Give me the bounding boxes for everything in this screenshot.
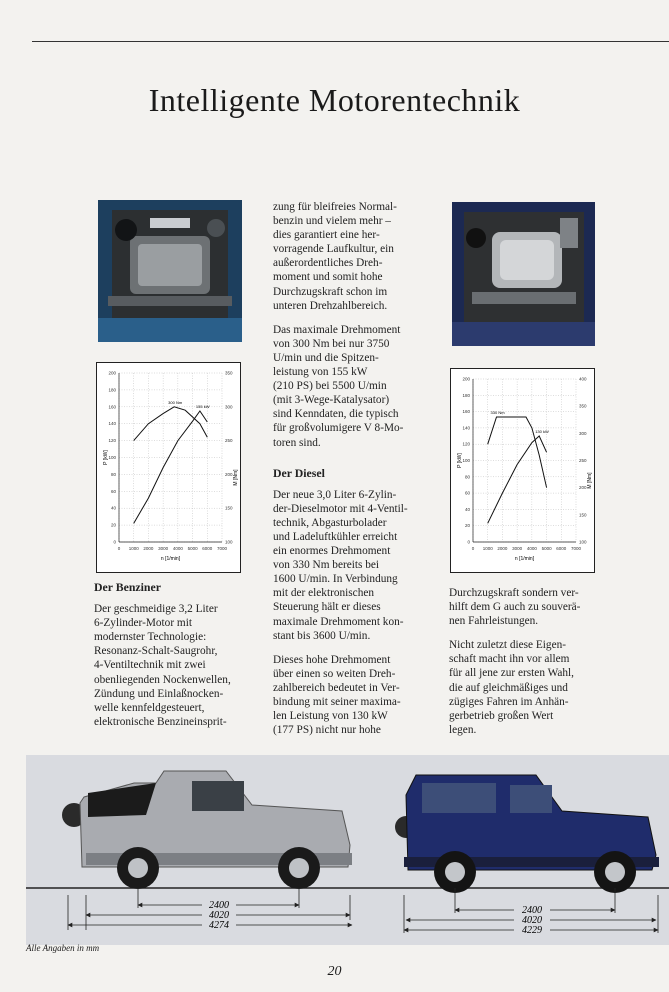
page-number: 20 [327, 964, 342, 979]
y-right-tick-label: 100 [225, 539, 233, 545]
y-left-tick-label: 100 [462, 458, 470, 463]
middle-paragraph-3: Der neue 3,0 Liter 6-Zylin- der-Dieselmotor mit 4-Ventil- technik, Abgasturbolader und Ladeluftkühler erreicht ein enormes Drehmoment von 330 Nm bereits bei 1600 U/min. In Verbindung mit der elektronischen Steuerung hält er dieses maximale Drehmoment kon- stant bis 3600 U/min. [273, 488, 408, 642]
y-left-tick-label: 160 [462, 409, 470, 415]
x-tick-label: 2000 [143, 546, 154, 551]
torque-peak-annotation: 330 Nm [490, 410, 505, 416]
left-body-length-label: 4020 [209, 910, 229, 921]
y-left-axis-label: P [kW] [457, 453, 463, 468]
y-left-tick-label: 60 [464, 490, 470, 496]
y-left-tick-label: 0 [113, 539, 116, 545]
y-right-tick-label: 350 [579, 403, 587, 409]
x-tick-label: 6000 [202, 546, 213, 551]
footnote: Alle Angaben in mm [26, 943, 100, 953]
y-left-tick-label: 140 [462, 425, 470, 431]
x-tick-label: 5000 [187, 546, 198, 551]
torque-peak-annotation: 300 Nm [168, 399, 183, 405]
chart-svg [97, 363, 240, 572]
x-tick-label: 6000 [556, 546, 567, 551]
x-tick-label: 5000 [541, 546, 552, 551]
y-right-axis-label: M [Nm] [233, 469, 239, 486]
y-right-tick-label: 200 [225, 471, 233, 477]
y-left-tick-label: 40 [464, 506, 470, 512]
middle-paragraph-4: Dieses hohe Drehmoment über einen so weiten Dreh- zahlbereich bedeutet in Ver- bindung mit seiner maxima- len Leistung von 130 kW (177 PS) nicht nur hohe [273, 653, 401, 737]
convertible-vehicle [62, 771, 352, 889]
y-left-tick-label: 120 [108, 438, 116, 444]
middle-column [273, 200, 443, 747]
y-right-tick-label: 300 [225, 404, 233, 410]
y-left-tick-label: 80 [464, 474, 470, 480]
middle-paragraph-2: Das maximale Drehmoment von 300 Nm bei nur 3750 U/min und die Spitzen- leistung von 155 kW (210 PS) bei 5500 U/min (mit 3-Wege-Katalysator) sind Kenndaten, die typisch für großvolumigere V 8-Mo- toren sind. [273, 323, 404, 449]
diesel-engine-photo [452, 202, 595, 346]
y-left-tick-label: 0 [467, 539, 470, 545]
vehicle-dimension-illustration [26, 755, 669, 945]
y-left-tick-label: 60 [110, 488, 116, 494]
power-peak-annotation: 130 kW [535, 429, 549, 435]
petrol-heading: Der Benziner [94, 580, 161, 594]
y-left-tick-label: 20 [110, 522, 116, 528]
y-left-tick-label: 100 [108, 455, 116, 460]
chart-svg [451, 369, 594, 572]
x-tick-label: 3000 [512, 546, 523, 551]
y-left-tick-label: 180 [108, 387, 116, 393]
y-right-tick-label: 250 [579, 458, 587, 463]
y-left-tick-label: 200 [108, 370, 116, 376]
petrol-text: Der geschmeidige 3,2 Liter 6-Zylinder-Motor mit modernster Technologie: Resonanz-Schalt-Saugrohr, 4-Ventiltechnik mit zwei obenliegenden Nockenwellen, Zündung und Einlaßnocken- welle kennfeldgesteuert, elektronische Benzineinsprit- [94, 603, 231, 728]
station-wagon-vehicle [395, 775, 659, 893]
right-column [449, 586, 619, 747]
diesel-performance-chart [450, 368, 595, 573]
x-axis-label: n [1/min] [514, 556, 535, 562]
right-body-length-label: 4020 [522, 915, 542, 926]
y-left-axis-label: P [kW] [103, 450, 109, 465]
x-tick-label: 7000 [570, 546, 582, 551]
x-tick-label: 2000 [497, 546, 508, 551]
right-paragraph-2: Nicht zuletzt diese Eigen- schaft macht ihn vor allem für all jene zur ersten Wahl, die auf gleichmäßiges und zügiges Fahren im Anhän- gerbetrieb großen Wert legen. [449, 639, 574, 736]
y-left-tick-label: 20 [464, 523, 470, 529]
x-tick-label: 7000 [216, 546, 228, 551]
petrol-performance-chart [96, 362, 241, 573]
y-right-tick-label: 200 [579, 485, 587, 491]
x-tick-label: 3000 [158, 546, 169, 551]
y-left-tick-label: 140 [108, 421, 116, 427]
right-paragraph-1: Durchzugskraft sondern ver- hilft dem G auch zu souverä- nen Fahrleistungen. [449, 587, 581, 628]
x-tick-label: 0 [117, 546, 121, 551]
right-wheelbase-label: 2400 [522, 905, 542, 916]
x-tick-label: 0 [471, 546, 475, 551]
left-total-length-label: 4274 [209, 920, 229, 931]
y-right-tick-label: 150 [225, 505, 233, 511]
page-title: Intelligente Motorentechnik [148, 82, 521, 118]
y-left-tick-label: 80 [110, 471, 116, 477]
power-peak-annotation: 155 kW [195, 404, 210, 410]
top-rule [32, 41, 669, 42]
y-left-tick-label: 180 [462, 392, 470, 398]
left-wheelbase-label: 2400 [209, 900, 229, 911]
y-right-tick-label: 300 [579, 430, 587, 436]
y-left-tick-label: 160 [108, 404, 116, 410]
y-right-tick-label: 250 [225, 438, 233, 444]
y-right-tick-label: 150 [579, 512, 587, 518]
y-right-axis-label: M [Nm] [587, 472, 593, 489]
petrol-column [94, 580, 254, 739]
y-right-tick-label: 100 [579, 539, 587, 545]
y-left-tick-label: 200 [462, 376, 470, 382]
x-axis-label: n [1/min] [160, 556, 181, 562]
y-right-tick-label: 400 [579, 376, 587, 382]
x-tick-label: 4000 [526, 546, 537, 551]
y-left-tick-label: 40 [110, 505, 116, 511]
x-tick-label: 1000 [482, 546, 493, 551]
x-tick-label: 1000 [128, 546, 139, 551]
y-right-tick-label: 350 [225, 370, 233, 376]
diesel-heading: Der Diesel [273, 465, 325, 480]
x-tick-label: 4000 [172, 546, 183, 551]
y-left-tick-label: 120 [462, 441, 470, 447]
right-total-length-label: 4229 [522, 925, 542, 936]
petrol-engine-photo [98, 200, 242, 342]
middle-paragraph-1: zung für bleifreies Normal- benzin und vielem mehr – dies garantiert eine her- vorragende Laufkultur, ein außerordentliches Dreh- moment und somit hohe Durchzugskraft schon im unteren Drehzahlbereich. [273, 201, 397, 312]
